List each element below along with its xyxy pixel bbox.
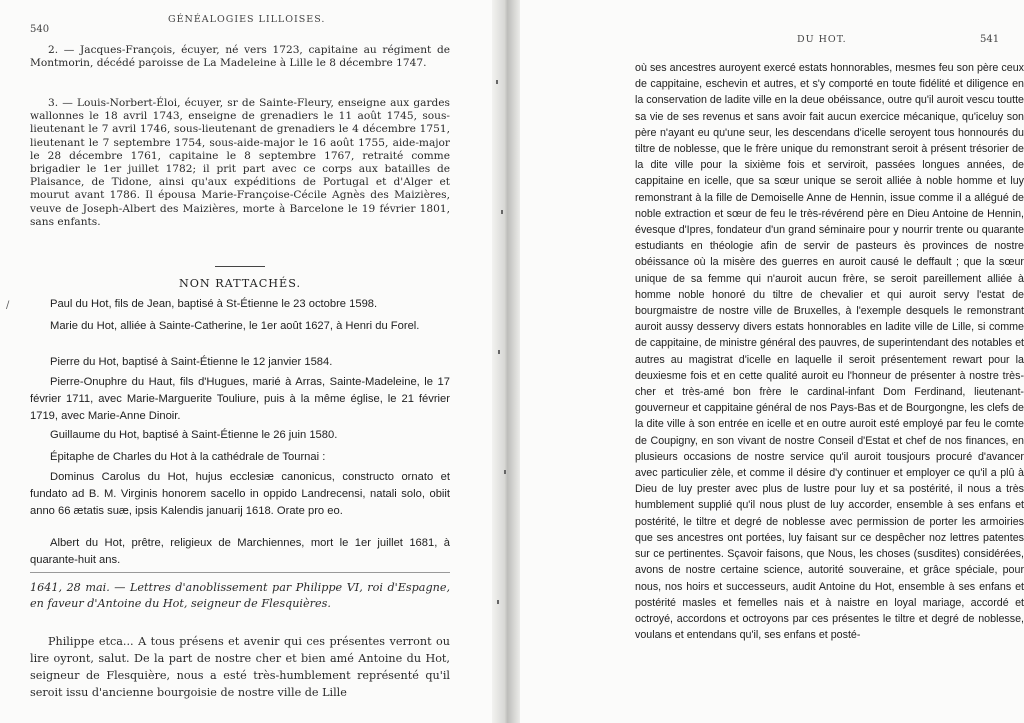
page-number-right: 541: [980, 34, 1000, 45]
running-header-right: DU HOT.: [797, 34, 847, 45]
letters-text: Philippe etca... A tous présens et avenir qui ces présentes verront ou lire oyront, salut. De la part de nostre cher et bien amé Antoine du Hot, seigneur de Flesquière, nous a esté très-humblement représenté qu'il seroit issu d'ancienne bourgoisie de nostre ville de Lille: [30, 635, 450, 699]
right-page: [520, 0, 1024, 723]
book-gutter: [492, 0, 520, 723]
entry-pierre-onuphre-du-haut: Pierre-Onuphre du Haut, fils d'Hugues, marié à Arras, Sainte-Madeleine, le 17 février 1711, avec Marie-Marguerite Touliure, puis à la même église, le 21 février 1719, avec Marie-Anne Dinoir.: [30, 376, 450, 423]
margin-mark: /: [6, 300, 10, 311]
page-number-left: 540: [30, 24, 50, 35]
letters-title: 1641, 28 mai. — Lettres d'anoblissement par Philippe VI, roi d'Espagne, en faveur d'Antoine du Hot, seigneur de Flesquières.: [30, 581, 450, 610]
entry-pierre-du-hot: Pierre du Hot, baptisé à Saint-Étienne le 12 janvier 1584.: [50, 356, 333, 368]
entry-guillaume-du-hot: Guillaume du Hot, baptisé à Saint-Étienne le 26 juin 1580.: [50, 429, 338, 441]
separator-rule: [215, 266, 265, 267]
section-title-non-rattaches: NON RATTACHÉS.: [178, 277, 302, 290]
paragraph-jacques-francois: 2. — Jacques-François, écuyer, né vers 1723, capitaine au régiment de Montmorin, décédé paroisse de La Madeleine à Lille le 8 décembre 1747.: [30, 44, 450, 70]
entry-paul-du-hot: Paul du Hot, fils de Jean, baptisé à St-Étienne le 23 octobre 1598.: [50, 298, 378, 310]
paragraph-louis-norbert-eloi: 3. — Louis-Norbert-Éloi, écuyer, sr de Sainte-Fleury, enseigne aux gardes wallonnes le 18 avril 1743, enseigne de grenadiers le 11 août 1745, sous-lieutenant le 7 avril 1746, sous-lieutenant de grenadiers le 4 décembre 1751, lieutenant le 7 septembre 1754, sous-aide-major le 16 août 1755, aide-major le 28 décembre 1761, capitaine le 8 septembre 1767, retraité comme brigadier le 1er juillet 1782; il prit part avec ce corps aux batailles de Plaisance, de Tidone, ainsi qu'aux expéditions de Portugal et d'Alger et mourut avant 1786. Il épousa Marie-Françoise-Cécile Agnès des Maizières, veuve de Joseph-Albert des Maizières, morte à Barcelone le 19 février 1801, sans enfants.: [30, 97, 450, 228]
entry-epitaphe-heading: Épitaphe de Charles du Hot à la cathédrale de Tournai :: [50, 451, 326, 463]
left-page: [0, 0, 492, 723]
entry-marie-du-hot: Marie du Hot, alliée à Sainte-Catherine, le 1er août 1627, à Henri du Forel.: [50, 320, 420, 332]
entry-epitaphe-latin: Dominus Carolus du Hot, hujus ecclesiæ canonicus, constructo ornato et fundato ad B. M. Virginis honorem sacello in oppido Landrecensi, natali solo, obiit anno 66 ætatis suæ, ipsis Kalendis januarij 1618. Orate pro eo.: [30, 471, 450, 518]
entry-albert-du-hot: Albert du Hot, prêtre, religieux de Marchiennes, mort le 1er juillet 1681, à quarante-huit ans.: [30, 537, 450, 567]
running-header-left: GÉNÉALOGIES LILLOISES.: [168, 14, 326, 25]
right-page-text: où ses ancestres auroyent exercé estats honnorables, mesmes feu son père ceux de cappitaine, eschevin et autres, et s'y comporté en toute fidélité et diligence en la conservation de ladite ville en la deue obéissance, outre qu'il auroit vescu toutte sa vie de ses revenus et sans avoir fait aucun exercice mécanique, qu'iceluy son père n'ayant eu qu'une seur, les descendans d'icelle seroyent tous honnourés du tiltre de noblesse, que le frère unique du remonstrant seroit à présent trésorier de la dite ville pour la sixième fois et serviroit, passées longues années, de cappitaine en icelle, que sa sœur unique se seroit alliée à noble homme et luy remonstrant à la fille de Demoiselle Anne de Hennin, issue comme il a allégué de noble extraction et sœur de feu le très-révérend père en Dieu Antoine de Hennin, évesque d'Ipres, fondateur d'un grand séminaire pour y nourrir trente ou quarante estudiants en théologie afin de servir de pasteurs ès provinces de nostre obéissance où la misère des guerres en auroit causé le deffault ; que la sœur unique de sa femme qui n'auroit aucun frère, se seroit pareillement alliée à homme noble honoré du tiltre de chevalier et qui auroit servy l'estat de bourgmaistre de nostre ville de Bruxelles, à l'exemple desquels le remonstrant auroit aussy desservy divers estats honnorables en ladite ville de Lille, si comme de cappitaine, de ministre général des pauvres, de superintendant des notables et autres au magistrat d'icelle en laquelle il seroit présentement rewart pour la deuxiesme fois et en cette qualité auroit eu l'honneur de présenter à nostre très-cher et très-amé bon frère le cardinal-infant Dom Ferdinand, lieutenant-gouverneur et cappitaine général de nos Pays-Bas et de Bourgongne, les clefs de la dite ville à son entrée en icelle et en outre auroit esté employé par feu le comte de Coupigny, en son vivant de nostre Conseil d'Estat et chef de nos finances, en plusieurs occasions de nostre service qu'il auroit tousjours procuré d'avancer avec particulier zèle, et comme il désire d'y continuer et employer ce qu'il a plû à Dieu de luy prester avec plus de lustre pour luy et sa postérité, il nous a très humblement supplié qu'il nous plust de luy accorder, ensemble à ses enfans et postérité, le tiltre et degré de noblesse avec permission de porter les armoiries que ses ancestres ont portées, luy faisant sur ce despêcher noz lettres patentes sur ce pertinentes. Sçavoir faisons, que Nous, les choses (susdites) considérées, avons de nostre certaine science, autorité souveraine, et grâce spéciale, pour nous, nos hoirs et successeurs, audit Antoine du Hot, ensemble à ses enfans et postérité masles et femelles nais et à naistre en loyal mariage, accordé et octroyé, accordons et octroyons par ces présentes le tiltre et degré de noblesse, voulans et entendans qu'il, ses enfans et posté-: [635, 62, 1024, 642]
section-divider: [30, 572, 450, 573]
